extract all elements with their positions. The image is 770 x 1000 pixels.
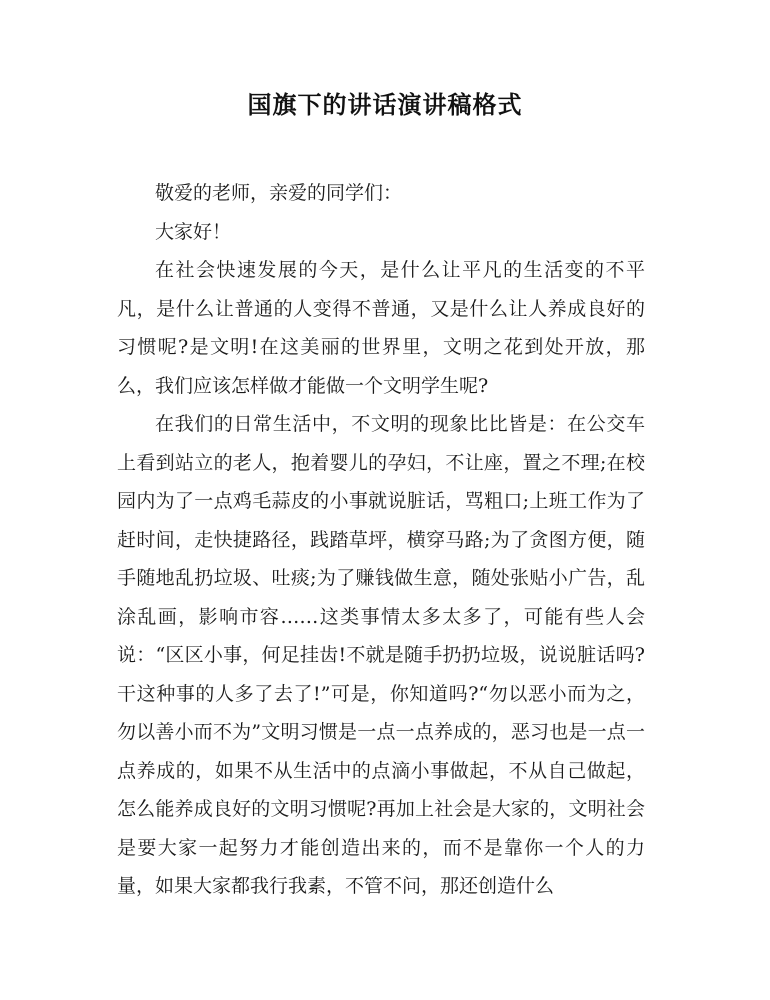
body-paragraph: 在社会快速发展的今天，是什么让平凡的生活变的不平凡，是什么让普通的人变得不普通，又是什么让人养成良好的习惯呢?是文明!在这美丽的世界里，文明之花到处开放，那么，我们应该怎样做才能做一个文明学生呢? [117, 259, 645, 397]
salutation-paragraph: 敬爱的老师，亲爱的同学们： [155, 182, 403, 204]
document-body [117, 174, 645, 906]
document-title: 国旗下的讲话演讲稿格式 [247, 91, 523, 119]
body-paragraph: 在我们的日常生活中，不文明的现象比比皆是：在公交车上看到站立的老人，抱着婴儿的孕妇，不让座，置之不理;在校园内为了一点鸡毛蒜皮的小事就说脏话，骂粗口;上班工作为了赶时间，走快捷路径，践踏草坪，横穿马路;为了贪图方便，随手随地乱扔垃圾、吐痰;为了赚钱做生意，随处张贴小广告，乱涂乱画，影响市容……这类事情太多太多了，可能有些人会说：“区区小事，何足挂齿!不就是随手扔扔垃圾，说说脏话吗?干这种事的人多了去了!”可是，你知道吗?“勿以恶小而为之，勿以善小而不为”文明习惯是一点一点养成的，恶习也是一点一点养成的，如果不从生活中的点滴小事做起，不从自己做起，怎么能养成良好的文明习惯呢?再加上社会是大家的，文明社会是要大家一起努力才能创造出来的，而不是靠你一个人的力量，如果大家都我行我素，不管不问，那还创造什么 [117, 413, 645, 897]
greeting-paragraph: 大家好！ [155, 220, 232, 243]
